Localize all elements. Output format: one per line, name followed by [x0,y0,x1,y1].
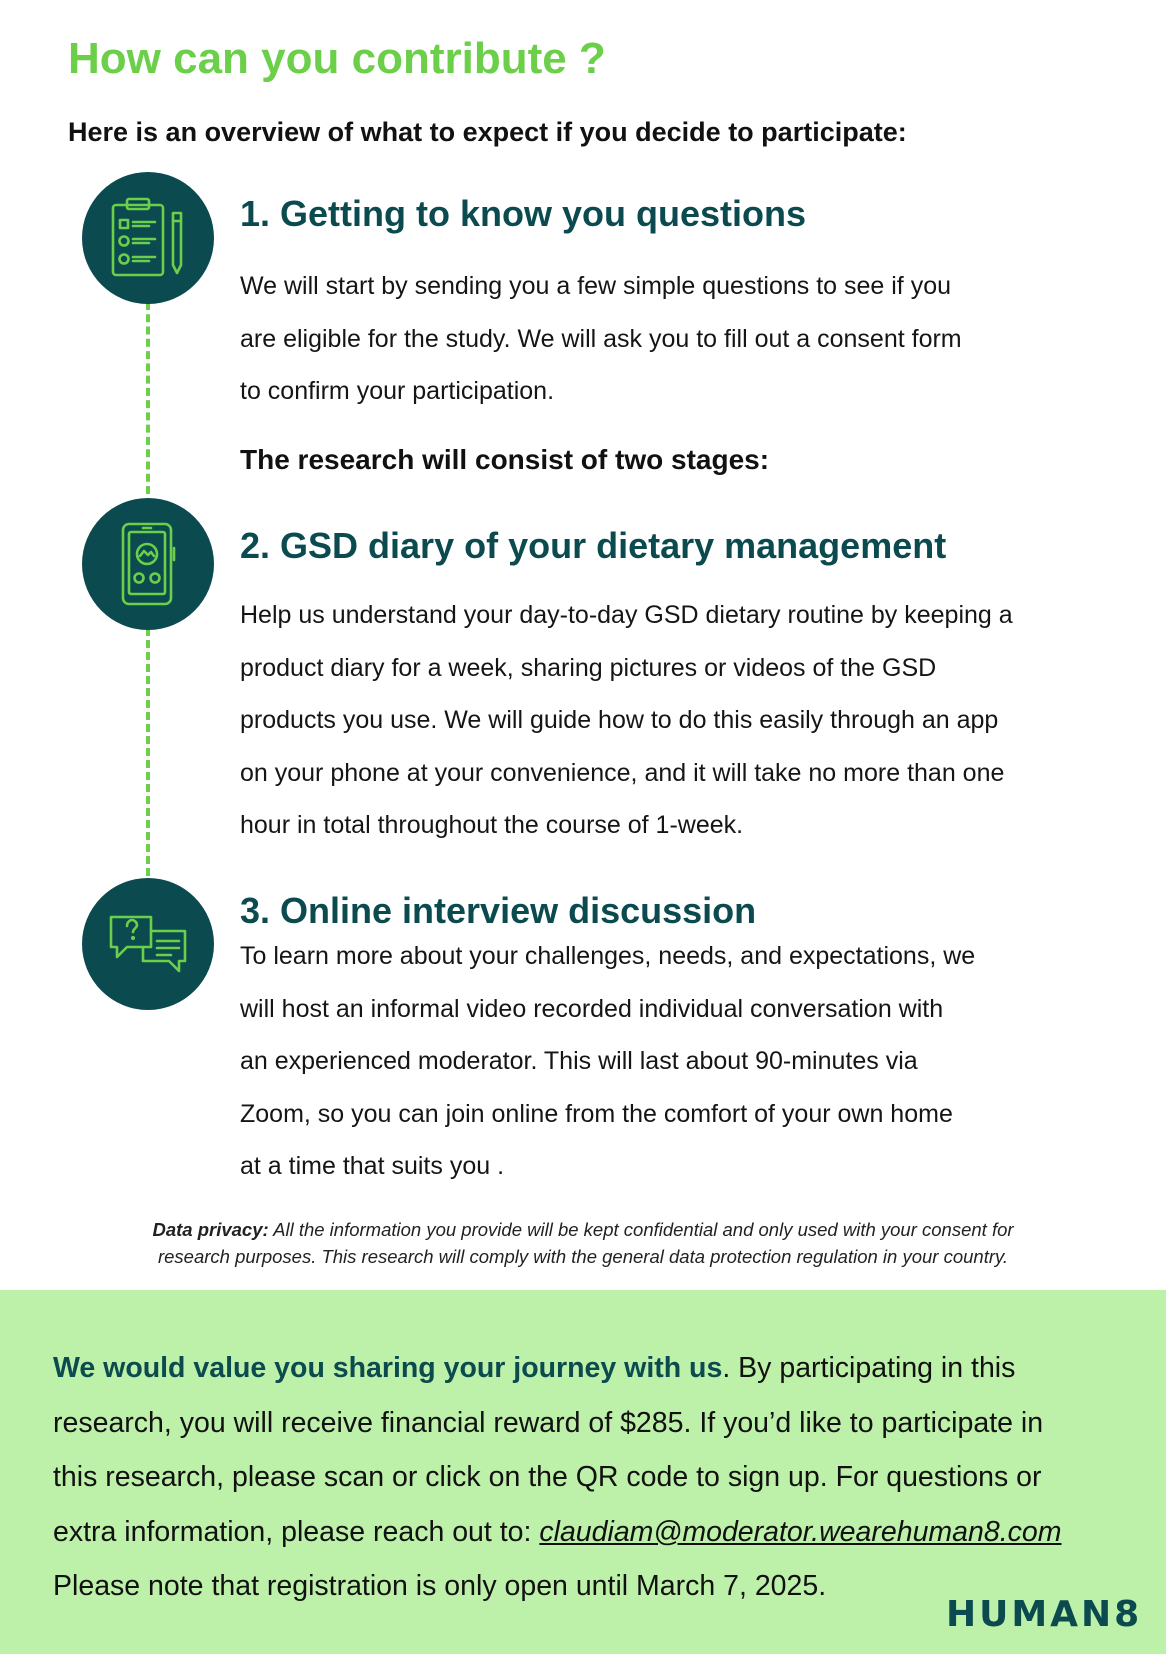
step-2-line: on your phone at your convenience, and it will take no more than one [240,758,1005,787]
step-2-line: products you use. We will guide how to do this easily through an app [240,706,999,734]
smartphone-camera-icon [117,520,179,608]
cta-text [53,1341,1153,1614]
privacy-line-1 [60,1216,1106,1243]
data-privacy-note [60,1216,1106,1270]
intro-heading: Here is an overview of what to expect if you decide to participate: [68,117,907,147]
step-2-title: 2. GSD diary of your dietary management [240,525,947,566]
cta-line-1 [53,1341,1153,1396]
cta-line-1-rest: . By participating in this [722,1352,1016,1384]
step-1-line: to confirm your participation. [240,377,555,405]
step-3-line: will host an informal video recorded individual conversation with [240,994,944,1023]
step-3-circle [82,878,214,1010]
step-3-line: at a time that suits you . [240,1152,505,1180]
cta-line-4-prefix: extra information, please reach out to: [53,1515,540,1548]
clipboard-checklist-icon [107,195,189,281]
step-3-line: an experienced moderator. This will last about 90-minutes via [240,1047,918,1075]
cta-line-4 [53,1505,1153,1560]
cta-line-5: Please note that registration is only open until March 7, 2025. [53,1570,827,1603]
human8-logo: HUMAN8 [946,1594,1143,1635]
contact-email-link[interactable]: claudiam@moderator.wearehuman8.com [539,1515,1062,1548]
step-1-line: are eligible for the study. We will ask you to fill out a consent form [240,324,962,353]
step-1-title: 1. Getting to know you questions [240,193,807,234]
privacy-text-1: All the information you provide will be kept confidential and only used with your consent for [273,1219,1014,1240]
privacy-text-2: research purposes. This research will comply with the general data protection regulation in your country. [157,1246,1009,1267]
privacy-label: Data privacy: [152,1219,269,1240]
cta-line-3: this research, please scan or click on the QR code to sign up. For questions or [53,1461,1042,1494]
cta-line-2: research, you will receive financial reward of $285. If you’d like to participate in [53,1406,1044,1439]
step-3-line: To learn more about your challenges, needs, and expectations, we [240,942,976,970]
chat-bubbles-question-icon [105,911,191,977]
step-2-line: Help us understand your day-to-day GSD dietary routine by keeping a [240,601,1013,629]
timeline-connector [146,302,150,494]
step-2-circle [82,498,214,630]
step-1-description [240,260,1140,418]
step-2-description [240,589,1140,852]
step-1-circle [82,172,214,304]
cta-lead: We would value you sharing your journey with us [53,1352,723,1384]
step-3-title: 3. Online interview discussion [240,890,757,931]
step-2-line: hour in total throughout the course of 1-week. [240,811,744,839]
timeline-connector [146,628,150,876]
step-3-description [240,930,1140,1193]
step-3-line: Zoom, so you can join online from the comfort of your own home [240,1099,953,1128]
page-title: How can you contribute ? [68,34,606,83]
step-2-line: product diary for a week, sharing pictures or videos of the GSD [240,653,937,682]
stages-heading: The research will consist of two stages: [240,444,770,475]
step-1-line: We will start by sending you a few simple questions to see if you [240,272,951,300]
